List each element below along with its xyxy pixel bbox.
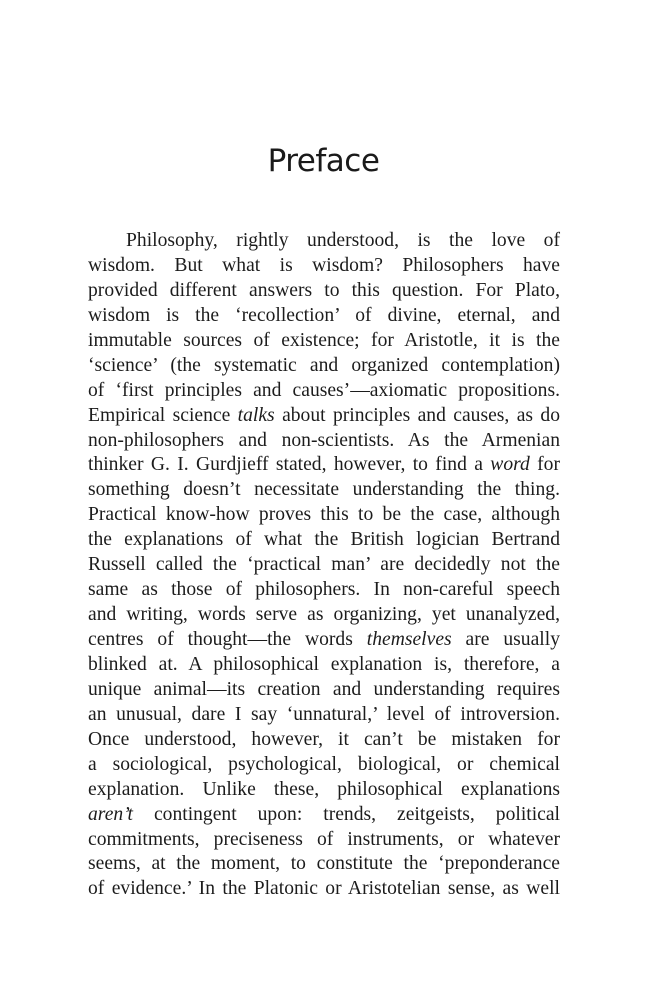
text-line: Russell called the ‘practical man’ are decidedly not the [88,554,560,576]
text-line: blinked at. A philosophical explanation is, therefore, a [88,653,560,675]
text-line: the explanations of what the British logician Bertrand [88,529,560,551]
text-line: Philosophy, rightly understood, is the love of [126,230,560,251]
emphasis: aren’t [88,803,133,825]
text-line: non-philosophers and non-scientists. As the Armenian [88,429,560,451]
text-line: of ‘first principles and causes’—axiomatic propositions. [88,379,560,401]
text-line: centres of thought—the words themselves are usually [88,629,560,650]
text-line: wisdom is the ‘recollection’ of divine, eternal, and [88,304,560,326]
text-line: Practical know-how proves this to be the case, although [88,504,560,526]
text-line: Empirical science talks about principles and causes, as do [88,404,560,426]
text-line: wisdom. But what is wisdom? Philosophers have [88,254,560,276]
text-line: ‘science’ (the systematic and organized contemplation) [88,354,560,376]
text-line: immutable sources of existence; for Aristotle, it is the [88,329,560,351]
emphasis: talks [237,404,275,426]
text-line: unique animal—its creation and understanding requires [88,678,560,700]
text-line: commitments, preciseness of instruments, or whatever [88,828,560,850]
page-title: Preface [267,142,380,179]
emphasis: word [490,454,530,476]
text-line: Once understood, however, it can’t be mistaken for [88,728,560,750]
text-line: a sociological, psychological, biological, or chemical [88,753,560,775]
text-line: of evidence.’ In the Platonic or Aristotelian sense, as well [88,878,560,900]
text-line: same as those of philosophers. In non-careful speech [88,579,560,601]
text-line: and writing, words serve as organizing, yet unanalyzed, [88,604,560,626]
text-line: an unusual, dare I say ‘unnatural,’ level of introversion. [88,703,560,725]
preface-paragraph [88,229,560,902]
text-line: something doesn’t necessitate understanding the thing. [88,479,560,501]
text-line: thinker G. I. Gurdjieff stated, however, to find a word for [88,454,560,476]
text-line: provided different answers to this question. For Plato, [88,279,560,301]
text-line: aren’t contingent upon: trends, zeitgeists, political [88,803,560,825]
text-line: explanation. Unlike these, philosophical explanations [88,778,560,800]
emphasis: themselves [366,629,452,650]
text-line: seems, at the moment, to constitute the ‘preponderance [88,853,560,875]
